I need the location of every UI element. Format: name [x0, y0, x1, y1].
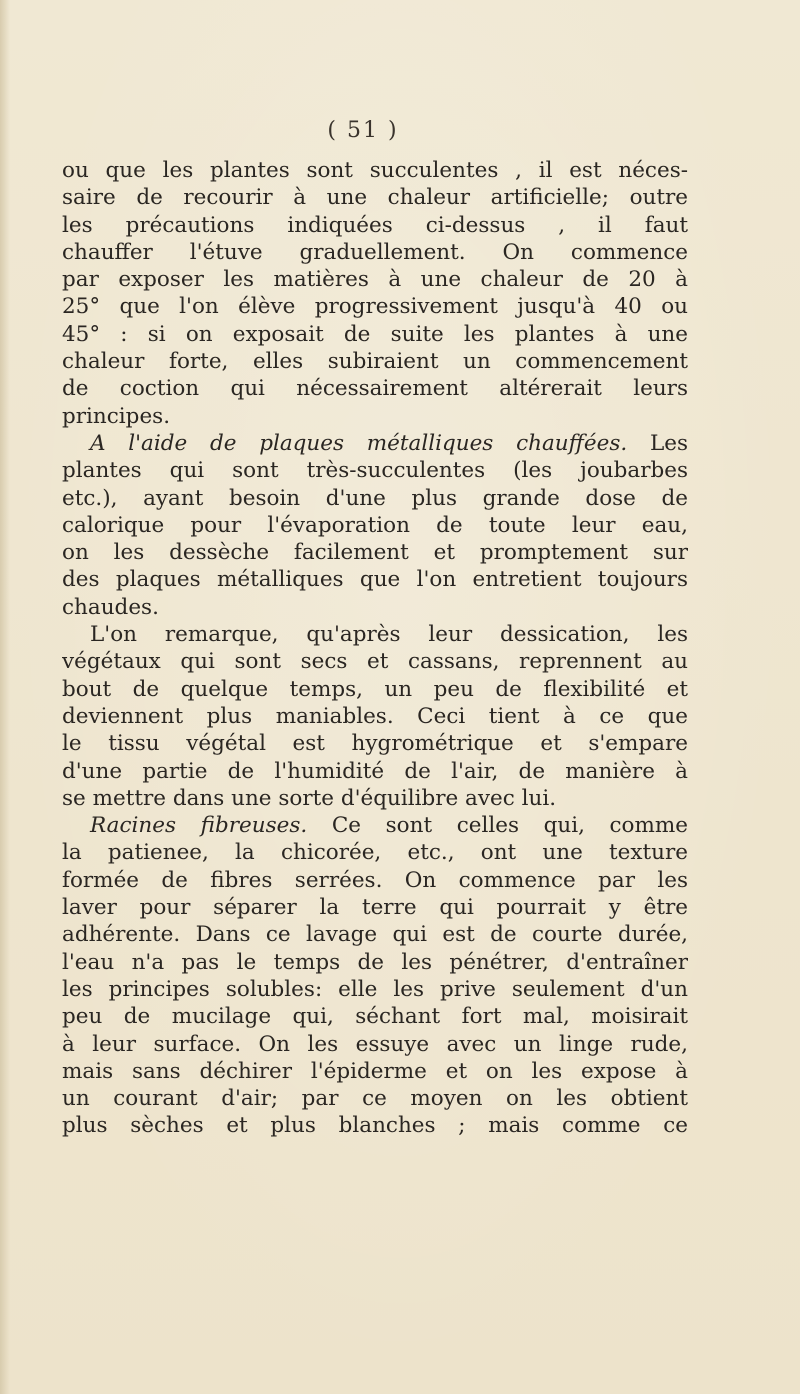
- text-line: les principes solubles: elle les prive seulement d'un: [62, 976, 688, 1002]
- text-fragment: Les: [649, 430, 688, 456]
- text-line: la patienee, la chicorée, etc., ont une texture: [62, 840, 688, 866]
- text-line: adhérente. Dans ce lavage qui est de courte durée,: [62, 922, 688, 948]
- text-line: laver pour séparer la terre qui pourrait y être: [62, 895, 688, 921]
- text-line: les précautions indiquées ci-dessus , il faut: [62, 212, 688, 238]
- text-line-heading: [62, 430, 688, 457]
- text-line: chaudes.: [62, 594, 159, 620]
- text-line: plantes qui sont très-succulentes (les joubarbes: [62, 458, 688, 484]
- text-line-heading: [62, 812, 688, 839]
- text-line: 25° que l'on élève progressivement jusqu'à 40 ou: [62, 294, 688, 320]
- text-line: d'une partie de l'humidité de l'air, de manière à: [62, 758, 688, 784]
- text-line: formée de fibres serrées. On commence par les: [62, 867, 688, 893]
- text-line: peu de mucilage qui, séchant fort mal, moisirait: [62, 1004, 688, 1030]
- text-line: à leur surface. On les essuye avec un linge rude,: [62, 1031, 688, 1057]
- text-line: l'eau n'a pas le temps de les pénétrer, d'entraîner: [62, 949, 688, 975]
- text-line: etc.), ayant besoin d'une plus grande dose de: [62, 485, 688, 511]
- page-edge-shadow: [0, 0, 10, 1394]
- text-line: principes.: [62, 403, 171, 429]
- body-text: [62, 157, 688, 1140]
- text-line: mais sans déchirer l'épiderme et on les expose à: [62, 1058, 688, 1084]
- text-fragment: Ce sont celles qui, comme: [331, 813, 688, 839]
- text-line: le tissu végétal est hygrométrique et s'empare: [62, 731, 688, 757]
- text-line: végétaux qui sont secs et cassans, reprennent au: [62, 649, 688, 675]
- page-number: ( 51 ): [327, 118, 399, 143]
- text-line: se mettre dans une sorte d'équilibre avec lui.: [62, 785, 557, 811]
- text-line: on les dessèche facilement et promptement sur: [62, 540, 688, 566]
- section-heading-racines: Racines fibreuses.: [90, 813, 308, 839]
- text-line: calorique pour l'évaporation de toute leur eau,: [62, 512, 688, 538]
- text-line: ou que les plantes sont succulentes , il est néces-: [62, 158, 688, 183]
- text-line: chauffer l'étuve graduellement. On commence: [62, 239, 688, 265]
- text-line: bout de quelque temps, un peu de flexibilité et: [62, 676, 688, 702]
- text-line: des plaques métalliques que l'on entretient toujours: [62, 567, 688, 593]
- text-line: un courant d'air; par ce moyen on les obtient: [62, 1086, 688, 1112]
- text-line: deviennent plus maniables. Ceci tient à ce que: [62, 703, 688, 729]
- text-line: 45° : si on exposait de suite les plantes à une: [62, 321, 688, 347]
- text-line: chaleur forte, elles subiraient un commencement: [62, 349, 688, 375]
- text-line: saire de recourir à une chaleur artificielle; outre: [62, 185, 688, 211]
- text-line: par exposer les matières à une chaleur de 20 à: [62, 267, 688, 293]
- section-heading-plaques: A l'aide de plaques métalliques chauffées.: [90, 430, 628, 456]
- text-line: de coction qui nécessairement altérerait leurs: [62, 376, 688, 402]
- text-line: L'on remarque, qu'après leur dessication, les: [90, 622, 688, 648]
- text-line: plus sèches et plus blanches ; mais comme ce: [62, 1113, 688, 1139]
